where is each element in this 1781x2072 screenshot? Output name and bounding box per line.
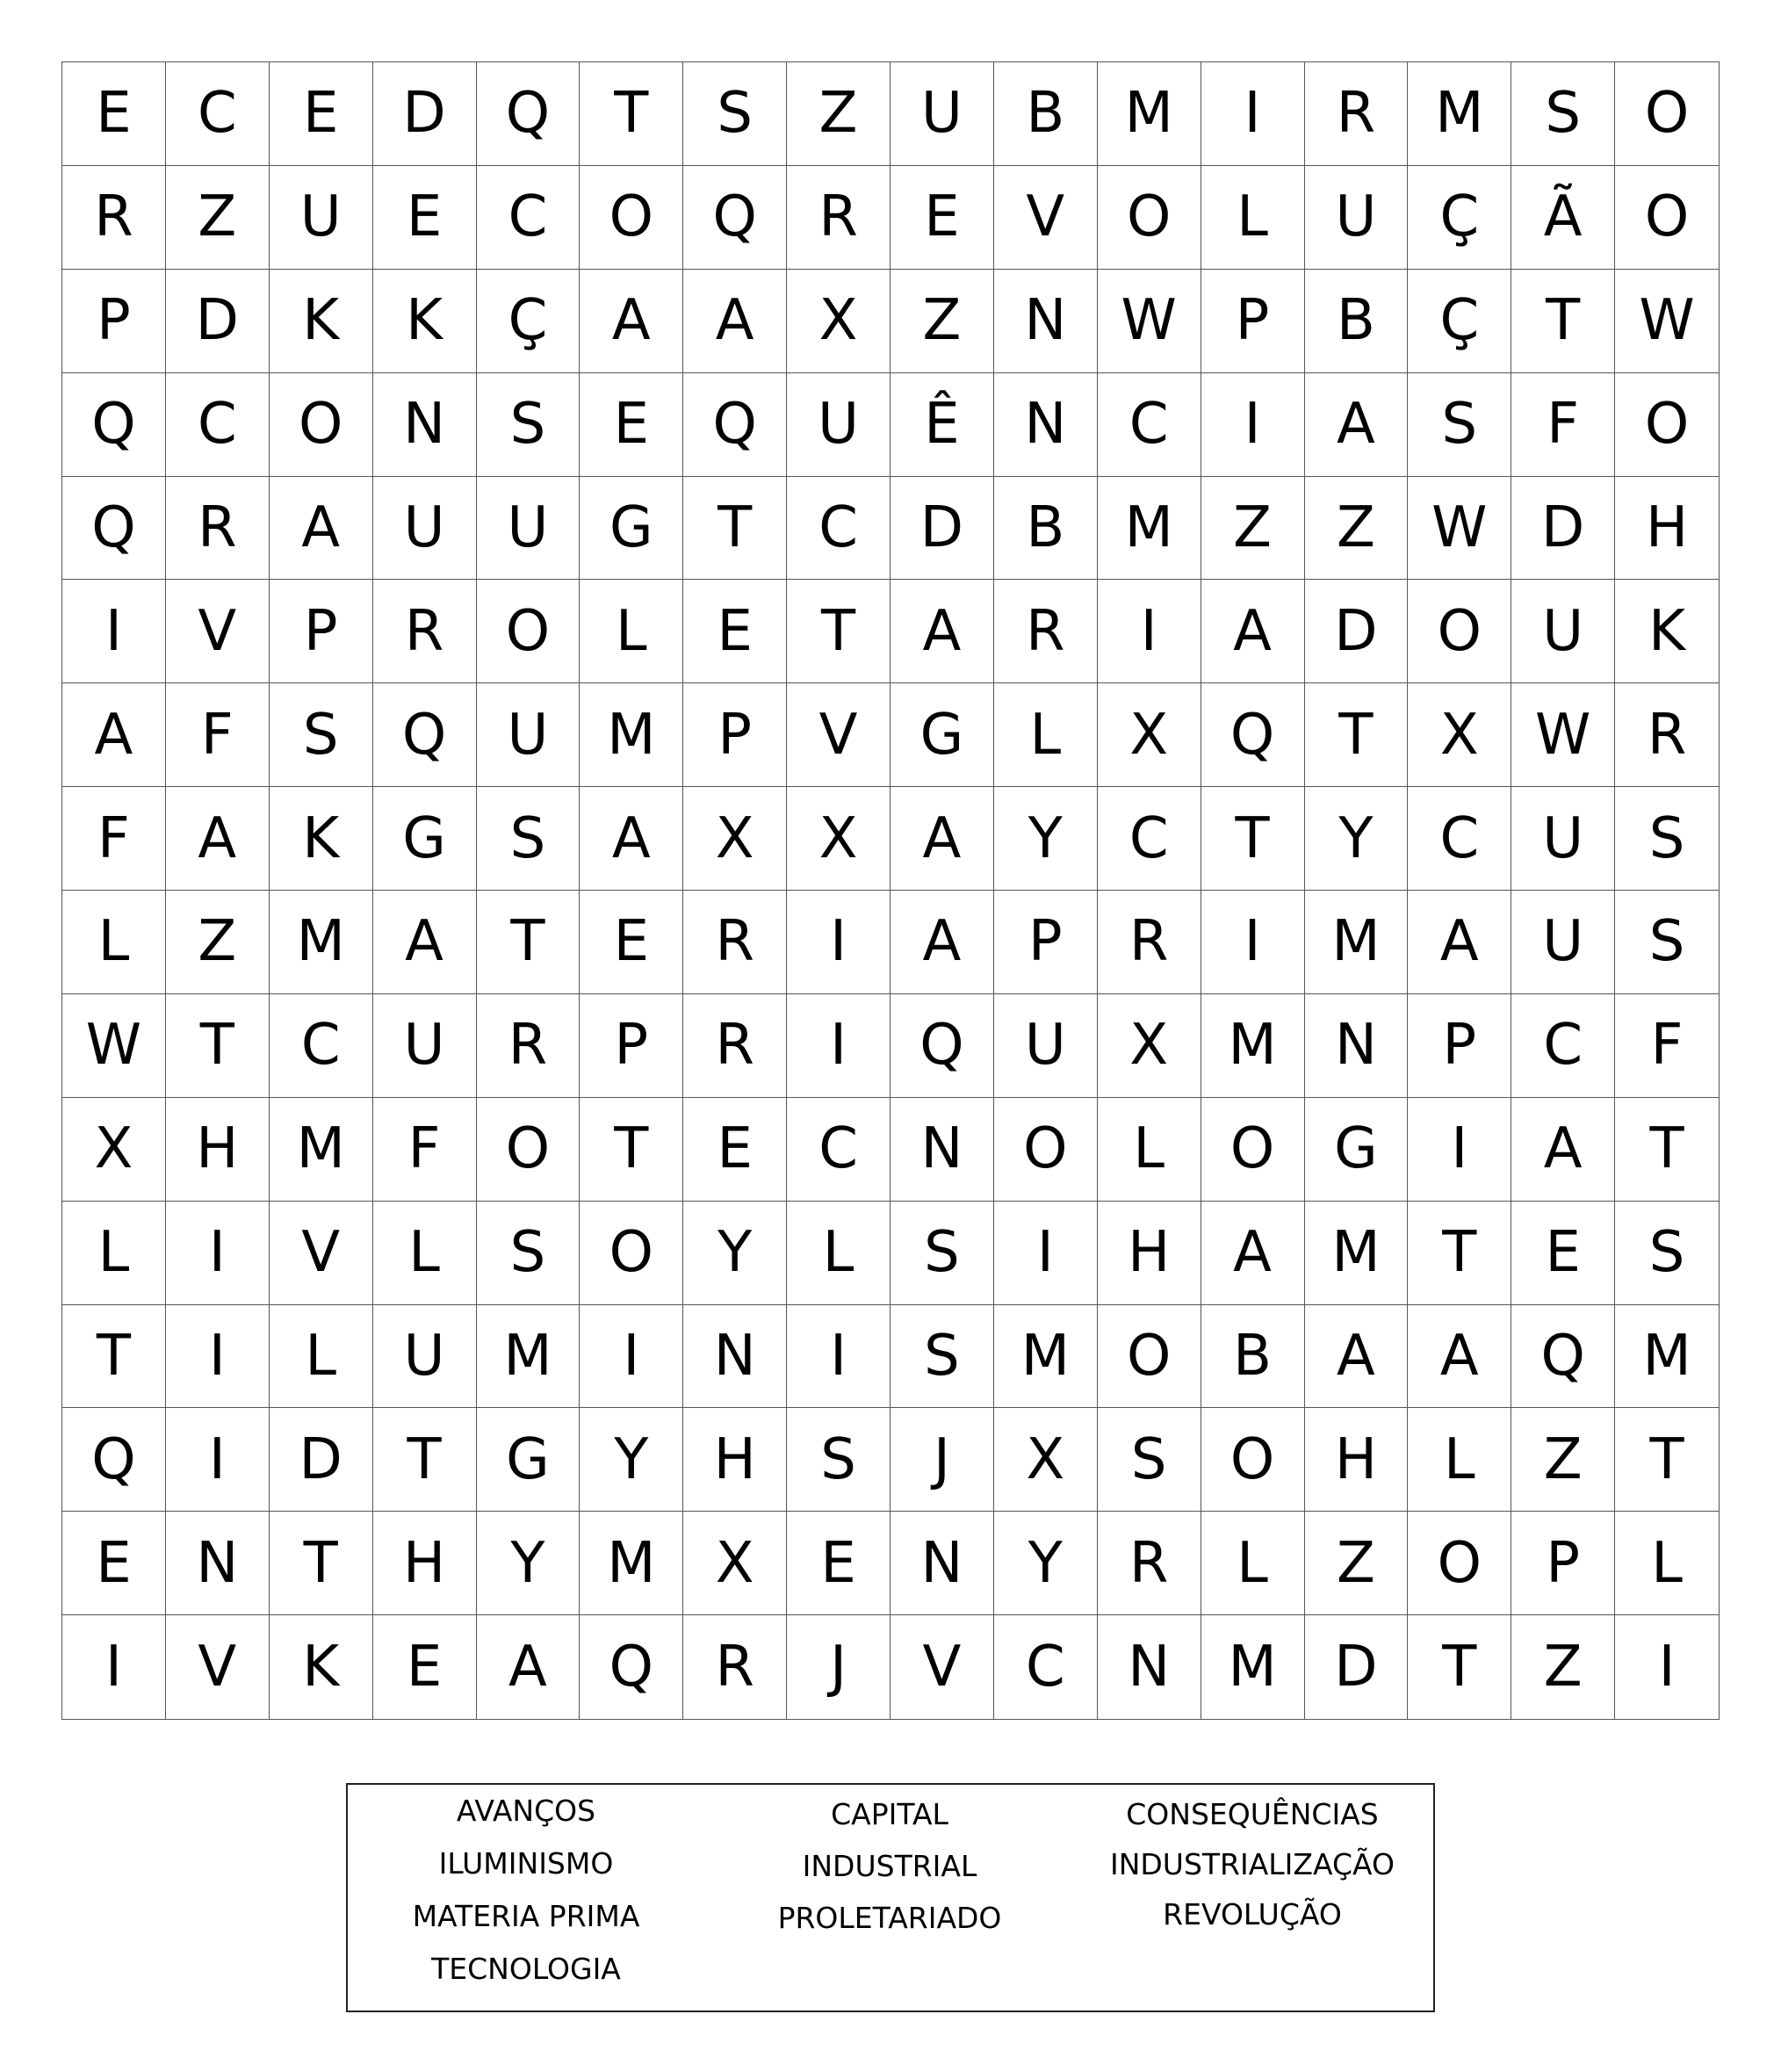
word-revolucao: REVOLUÇÃO — [1163, 1897, 1342, 1931]
grid-cell[interactable]: A — [890, 787, 994, 891]
grid-cell[interactable]: L — [787, 1202, 890, 1305]
grid-cell[interactable]: S — [890, 1305, 994, 1409]
grid-cell[interactable]: N — [890, 1098, 994, 1202]
grid-cell[interactable]: C — [1098, 787, 1201, 891]
grid-cell[interactable]: A — [580, 270, 683, 373]
grid-cell[interactable]: T — [1615, 1098, 1719, 1202]
grid-cell[interactable]: H — [1305, 1408, 1409, 1512]
grid-cell[interactable]: E — [890, 166, 994, 270]
grid-cell[interactable]: M — [580, 1512, 683, 1615]
grid-cell[interactable]: A — [373, 891, 477, 994]
grid-cell[interactable]: A — [166, 787, 270, 891]
grid-cell[interactable]: O — [1098, 1305, 1201, 1409]
grid-cell[interactable]: U — [373, 1305, 477, 1409]
grid-cell[interactable]: J — [787, 1615, 890, 1719]
grid-cell[interactable]: S — [683, 62, 787, 166]
grid-cell[interactable]: O — [1408, 1512, 1511, 1615]
grid-cell[interactable]: G — [580, 477, 683, 581]
grid-cell[interactable]: T — [62, 1305, 166, 1409]
grid-cell[interactable]: N — [683, 1305, 787, 1409]
grid-cell[interactable]: Ç — [1408, 270, 1511, 373]
grid-cell[interactable]: P — [994, 891, 1098, 994]
grid-cell[interactable]: A — [62, 683, 166, 787]
grid-cell[interactable]: L — [1201, 166, 1305, 270]
grid-cell[interactable]: V — [890, 1615, 994, 1719]
grid-cell[interactable]: I — [1201, 373, 1305, 477]
grid-cell[interactable]: N — [1305, 994, 1409, 1098]
grid-cell[interactable]: A — [1305, 1305, 1409, 1409]
grid-cell[interactable]: Q — [683, 166, 787, 270]
grid-cell[interactable]: I — [1408, 1098, 1511, 1202]
letter-grid — [61, 61, 1720, 1720]
word-industrializacao: INDUSTRIALIZAÇÃO — [1109, 1847, 1395, 1881]
grid-cell[interactable]: O — [1615, 166, 1719, 270]
grid-cell[interactable]: P — [270, 580, 373, 683]
grid-cell[interactable]: S — [1098, 1408, 1201, 1512]
grid-cell[interactable]: H — [1615, 477, 1719, 581]
grid-cell[interactable]: Z — [1511, 1408, 1615, 1512]
grid-cell[interactable]: O — [994, 1098, 1098, 1202]
grid-cell[interactable]: T — [1408, 1202, 1511, 1305]
grid-cell[interactable]: R — [1615, 683, 1719, 787]
grid-cell[interactable]: I — [1658, 1635, 1676, 1700]
word-proletariado: PROLETARIADO — [777, 1901, 1002, 1935]
grid-cell[interactable]: S — [1511, 62, 1615, 166]
grid-cell[interactable]: R — [477, 994, 580, 1098]
grid-cell[interactable]: S — [477, 787, 580, 891]
grid-cell[interactable]: M — [1408, 62, 1511, 166]
grid-cell[interactable]: C — [1511, 994, 1615, 1098]
grid-cell[interactable]: P — [1408, 994, 1511, 1098]
grid-cell[interactable]: B — [1305, 270, 1409, 373]
grid-cell[interactable]: T — [1511, 270, 1615, 373]
grid-cell[interactable]: D — [1305, 1615, 1409, 1719]
grid-cell[interactable]: M — [1615, 1305, 1719, 1409]
grid-cell[interactable]: U — [373, 994, 477, 1098]
grid-cell[interactable]: C — [166, 62, 270, 166]
grid-cell[interactable]: Y — [683, 1202, 787, 1305]
grid-cell[interactable]: G — [1305, 1098, 1409, 1202]
grid-cell[interactable]: A — [683, 270, 787, 373]
grid-cell[interactable]: C — [787, 1098, 890, 1202]
grid-cell[interactable]: E — [580, 891, 683, 994]
grid-cell[interactable]: S — [1615, 1202, 1719, 1305]
grid-cell[interactable]: V — [994, 166, 1098, 270]
grid-cell[interactable]: M — [270, 1098, 373, 1202]
grid-cell[interactable]: X — [1408, 683, 1511, 787]
grid-cell[interactable]: E — [62, 62, 166, 166]
grid-cell[interactable]: M — [1098, 477, 1201, 581]
grid-cell[interactable]: R — [683, 891, 787, 994]
grid-cell[interactable]: P — [1201, 270, 1305, 373]
grid-cell[interactable]: Q — [890, 994, 994, 1098]
word-industrial: INDUSTRIAL — [802, 1849, 977, 1883]
grid-cell[interactable]: M — [1201, 1615, 1305, 1719]
grid-cell[interactable]: C — [477, 166, 580, 270]
grid-cell[interactable]: V — [270, 1202, 373, 1305]
grid-cell[interactable]: R — [1305, 62, 1409, 166]
grid-cell[interactable]: P — [683, 683, 787, 787]
grid-cell[interactable]: H — [683, 1408, 787, 1512]
grid-cell[interactable]: S — [890, 1202, 994, 1305]
grid-cell[interactable]: I — [787, 1305, 890, 1409]
grid-cell[interactable]: H — [1098, 1202, 1201, 1305]
grid-cell[interactable]: U — [890, 62, 994, 166]
grid-cell[interactable]: O — [270, 373, 373, 477]
grid-cell[interactable]: U — [373, 477, 477, 581]
grid-cell[interactable]: T — [270, 1512, 373, 1615]
grid-cell[interactable]: G — [890, 683, 994, 787]
grid-cell[interactable]: I — [1201, 891, 1305, 994]
grid-cell[interactable]: K — [270, 1615, 373, 1719]
grid-cell[interactable]: T — [1408, 1615, 1511, 1719]
grid-cell[interactable]: T — [373, 1408, 477, 1512]
grid-cell[interactable]: V — [787, 683, 890, 787]
grid-cell[interactable]: R — [62, 166, 166, 270]
grid-cell[interactable]: E — [1511, 1202, 1615, 1305]
grid-cell[interactable]: R — [683, 994, 787, 1098]
grid-cell[interactable]: T — [477, 891, 580, 994]
grid-cell[interactable]: Q — [477, 62, 580, 166]
grid-cell[interactable]: E — [683, 1098, 787, 1202]
grid-cell[interactable]: Y — [477, 1512, 580, 1615]
grid-cell[interactable]: X — [62, 1098, 166, 1202]
grid-cell[interactable]: E — [787, 1512, 890, 1615]
grid-cell[interactable]: A — [270, 477, 373, 581]
grid-cell[interactable]: L — [1408, 1408, 1511, 1512]
grid-cell[interactable]: T — [1201, 787, 1305, 891]
grid-cell[interactable]: Z — [787, 62, 890, 166]
grid-cell[interactable]: K — [270, 787, 373, 891]
grid-cell[interactable]: B — [1201, 1305, 1305, 1409]
grid-cell[interactable]: R — [1098, 891, 1201, 994]
grid-cell[interactable]: D — [166, 270, 270, 373]
grid-cell[interactable]: U — [477, 477, 580, 581]
grid-cell[interactable]: M — [1305, 891, 1409, 994]
grid-cell[interactable]: C — [994, 1615, 1098, 1719]
grid-cell[interactable]: L — [270, 1305, 373, 1409]
grid-cell[interactable]: X — [683, 1512, 787, 1615]
grid-cell[interactable]: N — [166, 1512, 270, 1615]
grid-cell[interactable]: L — [1201, 1512, 1305, 1615]
grid-cell[interactable]: X — [787, 270, 890, 373]
grid-cell[interactable]: A — [580, 787, 683, 891]
grid-cell[interactable]: T — [1615, 1408, 1719, 1512]
grid-cell[interactable]: O — [1201, 1408, 1305, 1512]
grid-cell[interactable]: R — [683, 1615, 787, 1719]
grid-cell[interactable]: Q — [683, 373, 787, 477]
grid-cell[interactable]: D — [373, 62, 477, 166]
grid-cell[interactable]: H — [373, 1512, 477, 1615]
grid-cell[interactable]: A — [1305, 373, 1409, 477]
grid-cell[interactable]: A — [1201, 1202, 1305, 1305]
grid-cell[interactable]: S — [1408, 373, 1511, 477]
grid-cell[interactable]: A — [1201, 580, 1305, 683]
grid-cell[interactable]: S — [477, 373, 580, 477]
grid-cell[interactable]: I — [166, 1202, 270, 1305]
grid-cell[interactable]: W — [1098, 270, 1201, 373]
grid-cell[interactable]: O — [1615, 373, 1719, 477]
grid-cell[interactable]: N — [1098, 1615, 1201, 1719]
grid-cell[interactable]: S — [477, 1202, 580, 1305]
grid-cell[interactable]: Y — [994, 1512, 1098, 1615]
grid-cell[interactable]: H — [166, 1098, 270, 1202]
grid-cell[interactable]: Z — [1305, 477, 1409, 581]
grid-cell[interactable]: N — [890, 1512, 994, 1615]
grid-cell[interactable]: P — [1511, 1512, 1615, 1615]
grid-cell[interactable]: U — [477, 683, 580, 787]
grid-cell[interactable]: E — [373, 166, 477, 270]
grid-cell[interactable]: E — [270, 62, 373, 166]
grid-cell[interactable]: O — [1615, 62, 1719, 166]
grid-cell[interactable]: T — [683, 477, 787, 581]
grid-cell[interactable]: T — [580, 62, 683, 166]
grid-cell[interactable]: M — [994, 1305, 1098, 1409]
grid-cell[interactable]: A — [1408, 891, 1511, 994]
grid-cell[interactable]: M — [270, 891, 373, 994]
grid-cell[interactable]: I — [1098, 580, 1201, 683]
grid-cell[interactable]: Y — [1305, 787, 1409, 891]
grid-cell[interactable]: L — [580, 580, 683, 683]
grid-cell[interactable]: M — [1098, 62, 1201, 166]
grid-cell[interactable]: O — [1201, 1098, 1305, 1202]
grid-cell[interactable]: Ã — [1511, 166, 1615, 270]
grid-cell[interactable]: I — [787, 891, 890, 994]
grid-cell[interactable]: E — [580, 373, 683, 477]
grid-cell[interactable]: T — [580, 1098, 683, 1202]
word-list-box — [346, 1783, 1435, 2012]
grid-cell[interactable]: X — [787, 787, 890, 891]
grid-cell[interactable]: S — [1615, 787, 1719, 891]
grid-cell[interactable]: D — [1511, 477, 1615, 581]
grid-cell[interactable]: R — [373, 580, 477, 683]
grid-cell[interactable]: U — [994, 994, 1098, 1098]
grid-cell[interactable]: Q — [373, 683, 477, 787]
grid-cell[interactable]: L — [1098, 1098, 1201, 1202]
grid-cell[interactable]: Ç — [1408, 166, 1511, 270]
grid-cell[interactable]: N — [373, 373, 477, 477]
grid-cell[interactable]: Z — [166, 891, 270, 994]
grid-cell[interactable]: C — [270, 994, 373, 1098]
grid-cell[interactable]: C — [166, 373, 270, 477]
grid-cell[interactable]: M — [580, 683, 683, 787]
grid-cell[interactable]: K — [270, 270, 373, 373]
grid-cell[interactable]: K — [373, 270, 477, 373]
grid-cell[interactable]: I — [580, 1305, 683, 1409]
grid-cell[interactable]: X — [994, 1408, 1098, 1512]
grid-cell[interactable]: A — [1511, 1098, 1615, 1202]
grid-cell[interactable]: W — [1615, 270, 1719, 373]
grid-cell[interactable]: B — [994, 62, 1098, 166]
grid-cell[interactable]: G — [373, 787, 477, 891]
grid-cell[interactable]: L — [373, 1202, 477, 1305]
word-consequencias: CONSEQUÊNCIAS — [1126, 1797, 1379, 1831]
grid-cell[interactable]: I — [1201, 62, 1305, 166]
grid-cell[interactable]: W — [62, 994, 166, 1098]
grid-cell[interactable]: A — [1408, 1305, 1511, 1409]
grid-cell[interactable]: L — [994, 683, 1098, 787]
word-avancos: AVANÇOS — [456, 1794, 596, 1828]
grid-cell[interactable]: T — [787, 580, 890, 683]
grid-cell[interactable]: E — [683, 580, 787, 683]
grid-cell[interactable]: F — [1511, 373, 1615, 477]
grid-cell[interactable]: Y — [580, 1408, 683, 1512]
grid-cell[interactable]: J — [890, 1408, 994, 1512]
grid-cell[interactable]: F — [62, 787, 166, 891]
grid-cell[interactable]: P — [580, 994, 683, 1098]
grid-cell[interactable]: T — [1305, 683, 1409, 787]
grid-cell[interactable]: Z — [1511, 1615, 1615, 1719]
word-materia-prima: MATERIA PRIMA — [412, 1899, 640, 1933]
grid-cell[interactable]: Q — [580, 1615, 683, 1719]
grid-cell[interactable]: F — [166, 683, 270, 787]
grid-cell[interactable]: D — [890, 477, 994, 581]
grid-cell[interactable]: E — [62, 1512, 166, 1615]
grid-cell[interactable]: A — [890, 891, 994, 994]
grid-cell[interactable]: Y — [994, 787, 1098, 891]
grid-cell[interactable]: N — [994, 270, 1098, 373]
grid-cell[interactable]: I — [166, 1408, 270, 1512]
grid-cell[interactable]: A — [890, 580, 994, 683]
grid-cell[interactable]: Q — [62, 1408, 166, 1512]
grid-cell[interactable]: R — [994, 580, 1098, 683]
grid-cell[interactable]: Z — [166, 166, 270, 270]
grid-cell[interactable]: F — [1615, 994, 1719, 1098]
grid-cell[interactable]: U — [270, 166, 373, 270]
grid-cell[interactable]: I — [787, 994, 890, 1098]
grid-cell[interactable]: Q — [62, 373, 166, 477]
grid-cell[interactable]: I — [62, 1615, 166, 1719]
grid-cell[interactable]: S — [270, 683, 373, 787]
grid-cell[interactable]: U — [787, 373, 890, 477]
grid-cell[interactable]: O — [477, 580, 580, 683]
grid-cell[interactable]: E — [373, 1615, 477, 1719]
grid-cell[interactable]: S — [787, 1408, 890, 1512]
grid-cell[interactable]: I — [62, 580, 166, 683]
grid-cell[interactable]: C — [1408, 787, 1511, 891]
grid-cell[interactable]: U — [1305, 166, 1409, 270]
grid-cell[interactable]: B — [994, 477, 1098, 581]
grid-cell[interactable]: U — [1511, 891, 1615, 994]
grid-cell[interactable]: X — [1098, 994, 1201, 1098]
grid-cell[interactable]: O — [477, 1098, 580, 1202]
grid-cell[interactable]: V — [166, 580, 270, 683]
grid-cell[interactable]: I — [994, 1202, 1098, 1305]
grid-cell[interactable]: Q — [62, 477, 166, 581]
grid-cell[interactable]: U — [1511, 787, 1615, 891]
grid-cell[interactable]: C — [1098, 373, 1201, 477]
grid-cell[interactable]: X — [683, 787, 787, 891]
grid-cell[interactable]: P — [62, 270, 166, 373]
grid-cell[interactable]: K — [1615, 580, 1719, 683]
grid-cell[interactable]: W — [1511, 683, 1615, 787]
grid-cell[interactable]: M — [1305, 1202, 1409, 1305]
grid-cell[interactable]: X — [1098, 683, 1201, 787]
grid-cell[interactable]: F — [373, 1098, 477, 1202]
grid-cell[interactable]: I — [166, 1305, 270, 1409]
grid-cell[interactable]: Z — [1201, 477, 1305, 581]
grid-cell[interactable]: L — [1615, 1512, 1719, 1615]
word-capital: CAPITAL — [831, 1797, 948, 1831]
grid-cell[interactable]: O — [580, 166, 683, 270]
grid-cell[interactable]: M — [477, 1305, 580, 1409]
grid-cell[interactable]: O — [580, 1202, 683, 1305]
word-iluminismo: ILUMINISMO — [438, 1846, 614, 1881]
grid-cell[interactable]: R — [166, 477, 270, 581]
grid-cell[interactable]: R — [787, 166, 890, 270]
grid-cell[interactable]: R — [1098, 1512, 1201, 1615]
grid-cell[interactable]: D — [1305, 580, 1409, 683]
grid-cell[interactable]: M — [1201, 994, 1305, 1098]
word-tecnologia: TECNOLOGIA — [431, 1952, 621, 1986]
grid-cell[interactable]: T — [166, 994, 270, 1098]
grid-cell[interactable]: A — [477, 1615, 580, 1719]
grid-cell[interactable]: O — [1408, 580, 1511, 683]
grid-cell[interactable]: V — [166, 1615, 270, 1719]
grid-cell[interactable]: N — [994, 373, 1098, 477]
grid-cell[interactable]: U — [1511, 580, 1615, 683]
grid-cell[interactable]: D — [270, 1408, 373, 1512]
grid-cell[interactable]: Z — [890, 270, 994, 373]
grid-cell[interactable]: O — [1098, 166, 1201, 270]
grid-cell[interactable]: L — [62, 1202, 166, 1305]
grid-cell[interactable]: G — [477, 1408, 580, 1512]
grid-cell[interactable]: S — [1615, 891, 1719, 994]
grid-cell[interactable]: C — [787, 477, 890, 581]
grid-cell[interactable]: Ê — [890, 373, 994, 477]
grid-cell[interactable]: Q — [1201, 683, 1305, 787]
grid-cell[interactable]: L — [62, 891, 166, 994]
grid-cell[interactable]: W — [1408, 477, 1511, 581]
grid-cell[interactable]: Ç — [477, 270, 580, 373]
grid-cell[interactable]: Q — [1511, 1305, 1615, 1409]
grid-cell[interactable]: Z — [1305, 1512, 1409, 1615]
